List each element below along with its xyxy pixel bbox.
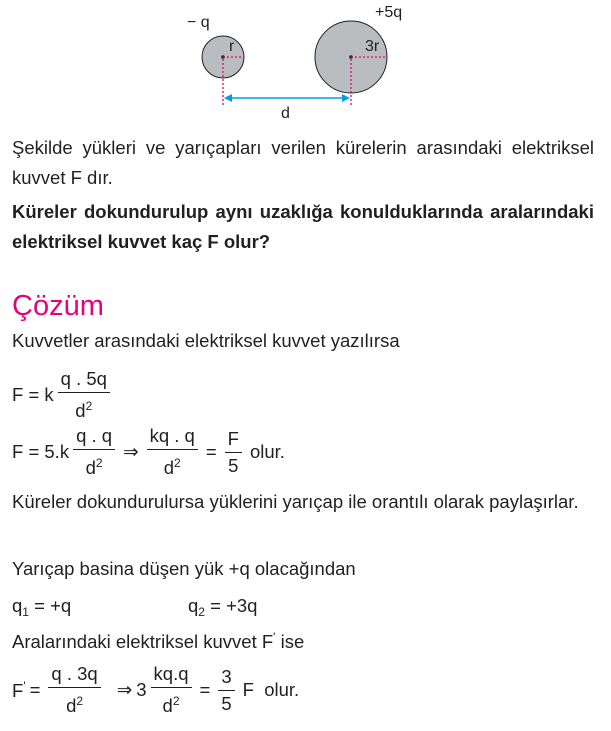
problem-text: Şekilde yükleri ve yarıçapları verilen kürelerin arasındaki elektriksel kuvvet F dır. [12, 137, 594, 188]
eq3-fraction-2: $\frac{kq.q}{d^2}$ [151, 663, 192, 717]
q1-value: $q_1 = +q$ [12, 595, 72, 619]
right-radius-label: 3r [365, 38, 380, 55]
eq2-fraction-3: $\frac{F}{5}$ [225, 428, 242, 477]
eq3-fraction-1: $\frac{q . 3q}{d^2}$ [48, 663, 100, 717]
eq1-denominator: $d^2$ [75, 399, 93, 421]
eq2-fraction-1: $\frac{q . q}{d^2}$ [73, 425, 115, 479]
equation-2 [12, 425, 289, 479]
eq1-lhs: F = k [12, 384, 54, 405]
distance-arrow-left-head [224, 94, 232, 102]
left-radius-label: r [229, 38, 235, 55]
right-charge-label: +5q [375, 4, 403, 21]
distance-label: d [281, 105, 290, 120]
eq3-tail: F olur. [242, 679, 300, 700]
implies-arrow-icon: ⇒ [116, 679, 133, 700]
eq2-fraction-2: $\frac{kq . q}{d^2}$ [147, 425, 198, 479]
solution-para-2: Küreler dokundurulursa yüklerini yarıçap ile orantılı olarak paylaşırlar. [12, 491, 579, 512]
solution-para-3: Yarıçap basina düşen yük +q olacağından [12, 558, 356, 579]
eq3-fraction-3: $\frac{3}{5}$ [218, 666, 234, 715]
solution-intro: Kuvvetler arasındaki elektriksel kuvvet yazılırsa [12, 330, 400, 351]
eq1-numerator: q . 5q [58, 368, 110, 393]
q2-value: $q_2 = +3q$ [188, 595, 258, 619]
problem-question: Küreler dokundurulup aynı uzaklığa konulduklarında aralarındaki elektriksel kuvvet kaç F olur? [12, 201, 594, 252]
solution-heading: Çözüm [12, 290, 104, 322]
eq1-fraction [58, 368, 110, 422]
eq3-lhs: F' [12, 678, 26, 701]
equation-1 [12, 368, 114, 422]
eq2-lhs: F = 5.k [12, 441, 70, 462]
solution-para-4: Aralarındaki elektriksel kuvvet F' ise [12, 630, 305, 652]
spheres-figure [0, 0, 611, 120]
distance-arrow-right-head [342, 94, 350, 102]
equation-3: F' = $\frac{q . 3q}{d^2}$ ⇒ 3 $\frac{kq.q}{d^2}$ = $\frac{3}{5}$ F olur. [12, 663, 300, 716]
left-charge-label: − q [187, 14, 210, 31]
eq2-equals: = [205, 441, 217, 462]
implies-arrow-icon: ⇒ [123, 441, 139, 462]
eq3-coefficient: 3 [136, 679, 147, 700]
eq2-tail: olur. [249, 441, 285, 462]
